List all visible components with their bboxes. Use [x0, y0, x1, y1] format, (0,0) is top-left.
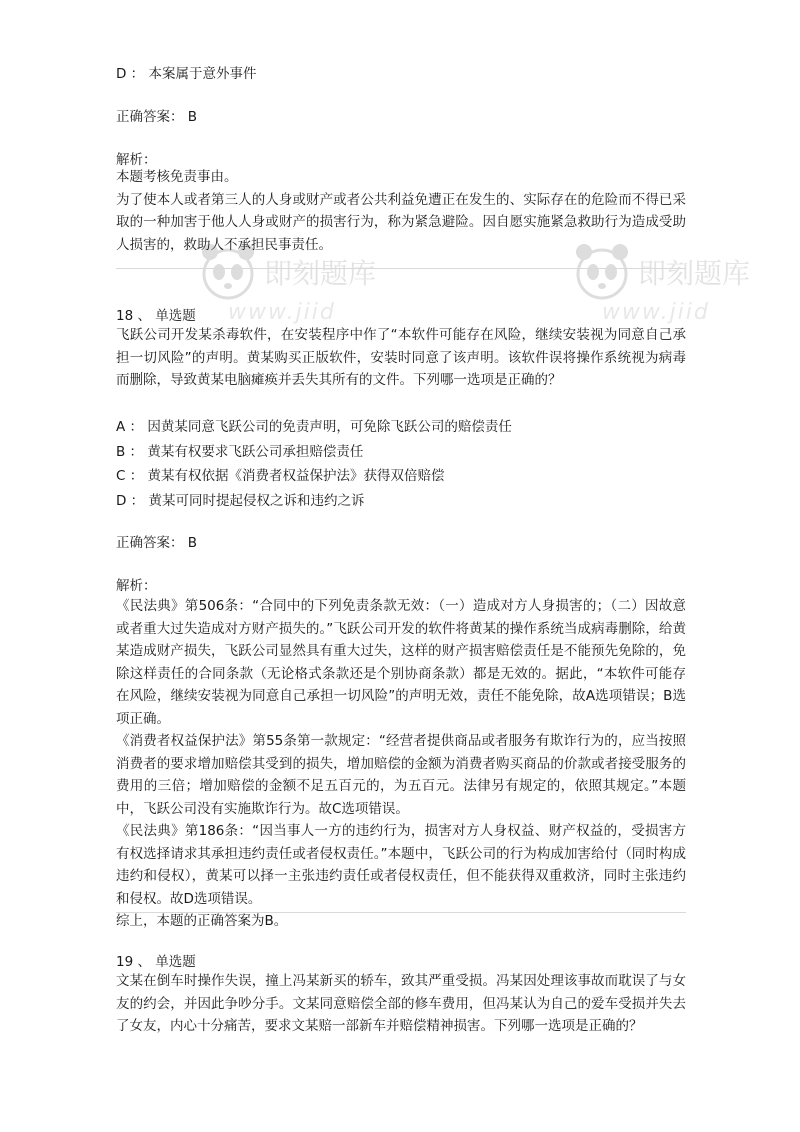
analysis-text: [116, 166, 686, 256]
option-a: A ： 因黄某同意飞跃公司的免责声明，可免除飞跃公司的赔偿责任: [116, 419, 512, 435]
analysis-label: 解析：: [116, 152, 157, 168]
analysis-paragraph: 本题考核免责事由。: [116, 169, 238, 185]
analysis-text: [116, 595, 686, 933]
question-stem: [116, 970, 686, 1038]
divider: [116, 912, 686, 913]
watermark-url: www.jiid: [602, 300, 710, 325]
watermark-url: www.jiid: [228, 300, 336, 325]
analysis-paragraph: 综上，本题的正确答案为B。: [116, 913, 288, 929]
analysis-paragraph: 《民法典》第186条：“因当事人一方的违约行为，损害对方人身权益、财产权益的，受损害方有权选择请求其承担违约责任或者侵权责任。”本题中，飞跃公司的行为构成加害给付（同时构成违约和侵权），黄某可以择一主张违约责任或者侵权责任，但不能获得双重救济，同时主张违约和侵权。故D选项错误。: [116, 823, 686, 907]
question-stem-text: 文某在倒车时操作失误，撞上冯某新买的轿车，致其严重受损。冯某因处理该事故而耽误了与女友的约会，并因此争吵分手。文某同意赔偿全部的修车费用，但冯某认为自己的爱车受损并失去了女友，内心十分痛苦，要求文某赔一部新车并赔偿精神损害。下列哪一选项是正确的？: [116, 973, 686, 1034]
analysis-paragraph: 《消费者权益保护法》第55条第一款规定：“经营者提供商品或者服务有欺诈行为的，应当按照消费者的要求增加赔偿其受到的损失，增加赔偿的金额为消费者购买商品的价款或者接受服务的费用的三倍；增加赔偿的金额不足五百元的，为五百元。法律另有规定的，依照其规定。”本题中，飞跃公司没有实施欺诈行为。故C选项错误。: [116, 733, 686, 817]
correct-answer: 正确答案： B: [116, 109, 198, 125]
watermark-brand: 即刻题库: [264, 257, 377, 290]
analysis-paragraph: 为了使本人或者第三人的人身或财产或者公共利益免遭正在发生的、实际存在的危险而不得已采取的一种加害于他人人身或财产的损害行为，称为紧急避险。因自愿实施紧急救助行为造成受助人损害的，救助人不承担民事责任。: [116, 191, 686, 253]
correct-answer: 正确答案： B: [116, 535, 198, 551]
option-d: D ： 黄某可同时提起侵权之诉和违约之诉: [116, 493, 365, 509]
question-stem: [116, 324, 686, 392]
option-c: C ： 黄某有权依据《消费者权益保护法》获得双倍赔偿: [116, 468, 445, 484]
option-d-prev: D ： 本案属于意外事件: [116, 66, 257, 82]
question-header: 18 、 单选题: [116, 308, 196, 324]
divider: [116, 268, 686, 269]
option-b: B ： 黄某有权要求飞跃公司承担赔偿责任: [116, 444, 364, 460]
analysis-label: 解析：: [116, 578, 157, 594]
watermark-brand: 即刻题库: [638, 257, 751, 290]
question-stem-text: 飞跃公司开发某杀毒软件，在安装程序中作了“本软件可能存在风险，继续安装视为同意自己承担一切风险”的声明。黄某购买正版软件，安装时同意了该声明。该软件误将操作系统视为病毒而删除，导致黄某电脑瘫痪并丢失其所有的文件。下列哪一选项是正确的？: [116, 327, 686, 388]
analysis-paragraph: 《民法典》第506条：“合同中的下列免责条款无效：（一）造成对方人身损害的；（二）因故意或者重大过失造成对方财产损失的。”飞跃公司开发的软件将黄某的操作系统当成病毒删除，给黄某造成财产损失，飞跃公司显然具有重大过失，这样的财产损害赔偿责任是不能预先免除的，免除这样责任的合同条款（无论格式条款还是个别协商条款）都是无效的。据此，“本软件可能存在风险，继续安装视为同意自己承担一切风险”的声明无效，责任不能免除，故A选项错误；B选项正确。: [116, 598, 686, 727]
question-header: 19 、 单选题: [116, 954, 196, 970]
